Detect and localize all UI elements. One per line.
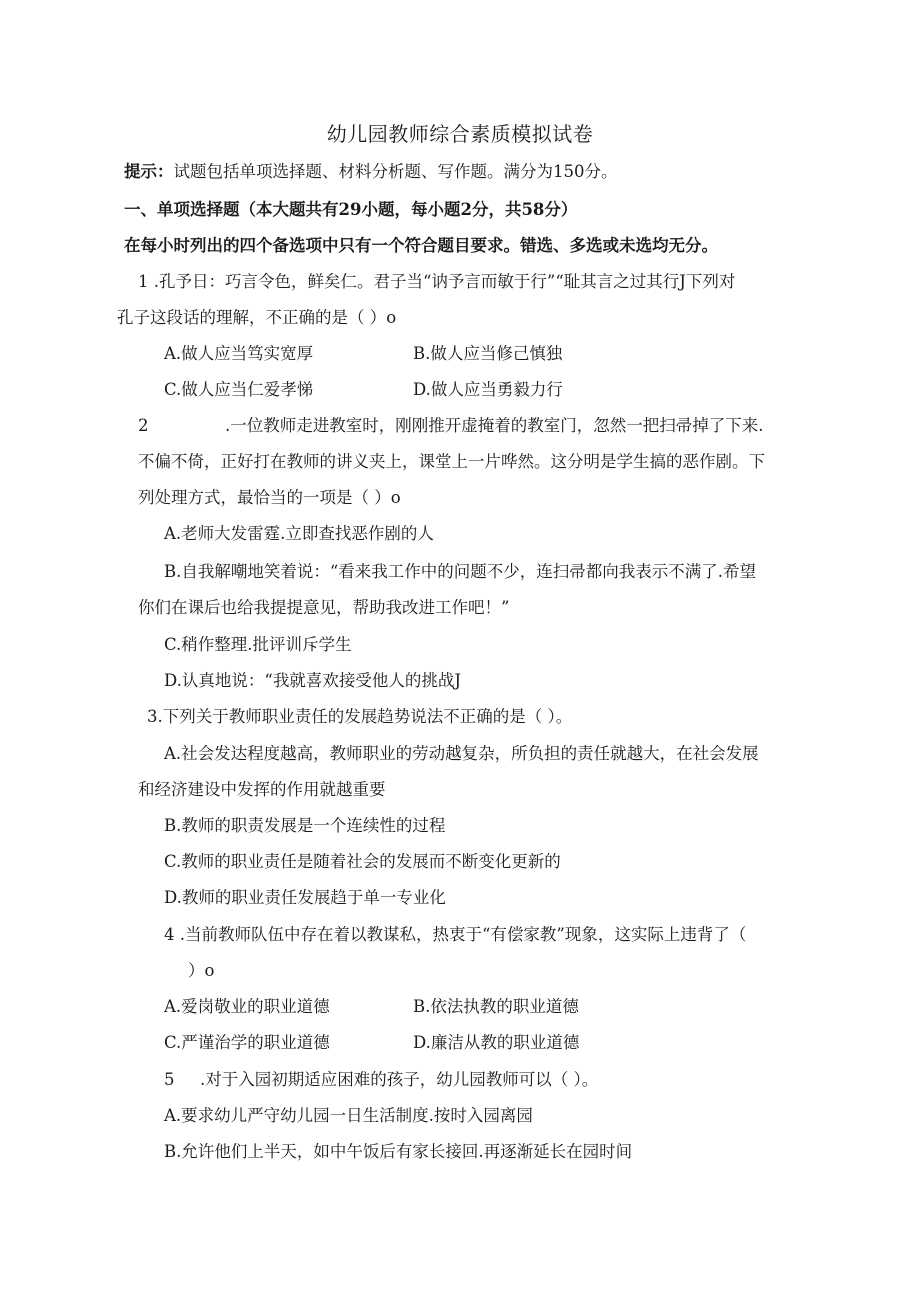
question-5-option-a: A.要求幼儿严守幼儿园一日生活制度.按时入园离园 <box>164 1106 533 1125</box>
question-2-text-cont: 列处理方式，最恰当的一项是（ ）o <box>138 488 401 507</box>
question-2-option-b-cont: 你们在课后也给我提提意见，帮助我改进工作吧！” <box>138 598 510 617</box>
question-2-option-d: D.认真地说：“我就喜欢接受他人的挑战J <box>164 671 461 690</box>
question-4-option-b: B.依法执教的职业道德 <box>413 997 579 1016</box>
question-1-option-b: B.做人应当修己慎独 <box>413 344 563 363</box>
question-1-option-a: A.做人应当笃实宽厚 <box>164 344 314 363</box>
question-2-text: .一位教师走进教室时，刚刚推开虚掩着的教室门，忽然一把扫帚掉了下来. <box>225 416 764 435</box>
question-2-option-c: C.稍作整理.批评训斥学生 <box>164 635 352 654</box>
question-1-option-d: D.做人应当勇毅力行 <box>413 380 563 399</box>
question-5-number: 5 <box>164 1070 175 1089</box>
question-4-option-d: D.廉洁从教的职业道德 <box>413 1033 580 1052</box>
question-3-option-a-cont: 和经济建设中发挥的作用就越重要 <box>138 780 386 799</box>
question-3-option-a: A.社会发达程度越高，教师职业的劳动越复杂，所负担的责任就越大，在社会发展 <box>164 744 759 763</box>
question-4-text-cont: ）o <box>188 961 215 980</box>
question-1-text: 1 .孔予日：巧言令色，鲜矣仁。君子当“讷予言而敏于行”“耻其言之过其行J下列对 <box>138 272 736 291</box>
question-5-option-b: B.允许他们上半天，如中午饭后有家长接回.再逐渐延长在园时间 <box>164 1142 633 1161</box>
question-2-number: 2 <box>138 416 149 435</box>
section1-instruction: 在每小时列出的四个备选项中只有一个符合题目要求。错选、多选或未选均无分。 <box>124 236 718 255</box>
question-5-text: .对于入园初期适应困难的孩子，幼儿园教师可以（ ）。 <box>200 1070 599 1089</box>
question-3-option-b: B.教师的职责发展是一个连续性的过程 <box>164 816 446 835</box>
question-3-option-c: C.教师的职业责任是随着社会的发展而不断变化更新的 <box>164 852 561 871</box>
question-2-text-cont: 不偏不倚，正好打在教师的讲义夹上，课堂上一片哗然。这分明是学生搞的恶作剧。下 <box>138 452 765 471</box>
question-4-option-c: C.严谨治学的职业道德 <box>164 1033 330 1052</box>
question-4-text: 4 .当前教师队伍中存在着以教谋私，热衷于“有偿家教”现象，这实际上违背了（ <box>164 925 747 944</box>
hint-label: 提示： <box>124 162 174 181</box>
section1-heading: 一、单项选择题（本大题共有29小题，每小题2分，共58分） <box>124 200 578 219</box>
question-2-option-b: B.自我解嘲地笑着说：“看来我工作中的问题不少，连扫帚都向我表示不满了.希望 <box>164 562 757 581</box>
question-2-option-a: A.老师大发雷霆.立即查找恶作剧的人 <box>164 524 434 543</box>
page-title: 幼儿园教师综合素质模拟试卷 <box>326 122 594 146</box>
question-3-option-d: D.教师的职业责任发展趋于单一专业化 <box>164 888 446 907</box>
hint-text: 试题包括单项选择题、材料分析题、写作题。满分为150分。 <box>173 162 618 181</box>
question-1-option-c: C.做人应当仁爱孝悌 <box>164 380 314 399</box>
question-3-text: 3.下列关于教师职业责任的发展趋势说法不正确的是（ ）。 <box>147 707 573 726</box>
question-1-text-cont: 孔子这段话的理解，不正确的是（ ）o <box>117 308 397 327</box>
question-4-option-a: A.爱岗敬业的职业道德 <box>164 997 330 1016</box>
hint-line <box>124 161 618 183</box>
